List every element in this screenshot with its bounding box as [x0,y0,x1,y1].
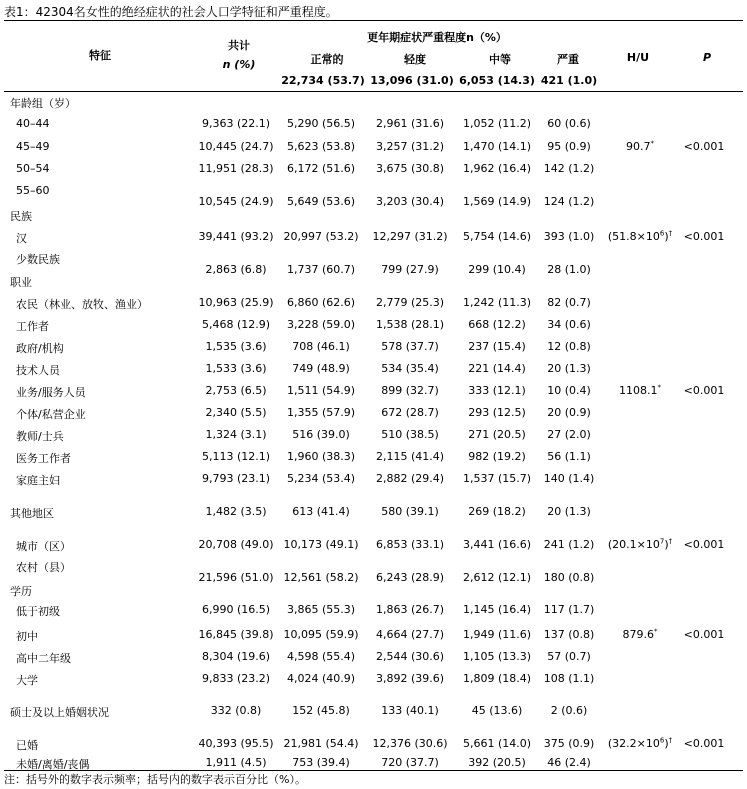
cell-severe: 27 (2.0) [547,428,591,441]
cell-moderate: 1,470 (14.1) [462,140,532,153]
cell-mild: 534 (35.4) [381,362,439,375]
cell-severe: 12 (0.8) [547,340,591,353]
cell-total: 8,304 (19.6) [201,650,271,663]
cell-normal: 749 (48.9) [292,362,350,375]
header-moderate: 中等 [489,53,511,66]
cell-severe: 46 (2.4) [547,756,591,769]
cell-total: 20,708 (49.0) [198,538,274,551]
cell-severe: 28 (1.0) [547,263,591,276]
cell-mild: 672 (28.7) [381,406,439,419]
cell-normal: 10,095 (59.9) [283,628,359,641]
cell-normal: 1,960 (38.3) [286,450,356,463]
cell-moderate: 45 (13.6) [471,704,523,717]
cell-normal: 5,649 (53.6) [286,195,356,208]
cell-normal: 753 (39.4) [292,756,350,769]
cell-normal: 5,290 (56.5) [286,117,356,130]
cell-moderate: 299 (10.4) [468,263,526,276]
row-label: 技术人员 [16,364,60,377]
cell-mild: 2,882 (29.4) [375,472,445,485]
cell-mild: 720 (37.7) [381,756,439,769]
cell-moderate: 237 (15.4) [468,340,526,353]
header-p: P [702,51,712,64]
cell-severe: 20 (0.9) [547,406,591,419]
cell-total: 9,363 (22.1) [201,117,271,130]
cell-normal: 5,234 (53.4) [286,472,356,485]
row-label: 其他地区 [10,507,54,520]
cell-mild: 12,297 (31.2) [372,230,448,243]
cell-mild: 3,257 (31.2) [375,140,445,153]
table-note: 注：括号外的数字表示频率；括号内的数字表示百分比（%）。 [4,773,306,786]
total-severe: 421 (1.0) [540,74,598,87]
group-education: 学历 [10,585,32,598]
cell-normal: 613 (41.4) [292,505,350,518]
cell-severe: 393 (1.0) [543,230,595,243]
header-rule [4,91,743,92]
cell-moderate: 1,105 (13.3) [462,650,532,663]
cell-severe: 20 (1.3) [547,362,591,375]
stat-p-ethnicity: <0.001 [683,230,725,243]
cell-severe: 241 (1.2) [543,538,595,551]
cell-mild: 3,892 (39.6) [375,672,445,685]
cell-total: 5,113 (12.1) [201,450,271,463]
cell-moderate: 5,754 (14.6) [462,230,532,243]
cell-moderate: 2,612 (12.1) [462,571,532,584]
header-total: 共计 [228,39,250,52]
cell-total: 9,793 (23.1) [201,472,271,485]
cell-severe: 142 (1.2) [543,162,595,175]
cell-severe: 34 (0.6) [547,318,591,331]
cell-mild: 12,376 (30.6) [372,737,448,750]
stat-hu-marital: $(32.2\times 10^6)^\dagger$ [607,736,673,750]
cell-total: 10,545 (24.9) [198,195,274,208]
stat-p-education: <0.001 [683,628,725,641]
stat-p-age: <0.001 [683,140,725,153]
cell-moderate: 1,949 (11.6) [462,628,532,641]
stat-hu-ethnicity: $(51.8\times 10^6)^\dagger$ [607,229,673,243]
cell-mild: 578 (37.7) [381,340,439,353]
cell-total: 1,482 (3.5) [205,505,267,518]
cell-total: 6,990 (16.5) [201,603,271,616]
cell-mild: 580 (39.1) [381,505,439,518]
row-label: 55–60 [16,184,50,197]
cell-total: 2,863 (6.8) [205,263,267,276]
stat-hu-age: 90.7* [626,139,654,153]
cell-severe: 137 (0.8) [543,628,595,641]
cell-moderate: 1,962 (16.4) [462,162,532,175]
cell-normal: 20,997 (53.2) [283,230,359,243]
cell-normal: 1,355 (57.9) [286,406,356,419]
cell-moderate: 982 (19.2) [468,450,526,463]
row-label: 教师/士兵 [16,430,64,443]
cell-total: 16,845 (39.8) [198,628,274,641]
stat-hu-occupation: 1108.1* [619,383,661,397]
row-label: 医务工作者 [16,452,71,465]
group-occupation: 职业 [10,276,32,289]
cell-normal: 708 (46.1) [292,340,350,353]
group-age: 年龄组（岁） [10,97,76,110]
cell-total: 10,445 (24.7) [198,140,274,153]
cell-total: 1,533 (3.6) [205,362,267,375]
header-total-unit: n (%) [222,58,256,71]
row-label: 高中二年级 [16,652,71,665]
row-label: 40–44 [16,117,50,130]
cell-mild: 1,863 (26.7) [375,603,445,616]
total-mild: 13,096 (31.0) [370,74,454,87]
row-label: 城市（区） [16,540,71,553]
cell-moderate: 392 (20.5) [468,756,526,769]
cell-normal: 21,981 (54.4) [283,737,359,750]
cell-normal: 3,228 (59.0) [286,318,356,331]
row-label: 个体/私营企业 [16,408,86,421]
header-hu: H/U [626,51,650,64]
cell-severe: 2 (0.6) [550,704,588,717]
cell-normal: 5,623 (53.8) [286,140,356,153]
cell-mild: 6,853 (33.1) [375,538,445,551]
cell-total: 9,833 (23.2) [201,672,271,685]
cell-total: 39,441 (93.2) [198,230,274,243]
cell-severe: 57 (0.7) [547,650,591,663]
cell-severe: 95 (0.9) [547,140,591,153]
stat-p-occupation: <0.001 [683,384,725,397]
header-severe: 严重 [557,53,579,66]
cell-mild: 6,243 (28.9) [375,571,445,584]
cell-severe: 10 (0.4) [547,384,591,397]
cell-severe: 124 (1.2) [543,195,595,208]
row-label: 低于初级 [16,605,60,618]
cell-severe: 375 (0.9) [543,737,595,750]
row-label: 未婚/离婚/丧偶 [16,758,90,771]
header-feature: 特征 [89,49,111,62]
cell-normal: 6,860 (62.6) [286,296,356,309]
cell-mild: 4,664 (27.7) [375,628,445,641]
row-label: 业务/服务人员 [16,386,86,399]
row-label: 农村（县） [16,561,71,574]
cell-mild: 799 (27.9) [381,263,439,276]
cell-severe: 60 (0.6) [547,117,591,130]
cell-total: 2,753 (6.5) [205,384,267,397]
cell-severe: 180 (0.8) [543,571,595,584]
row-label: 50–54 [16,162,50,175]
stat-hu-education: 879.6* [622,627,658,641]
cell-severe: 117 (1.7) [543,603,595,616]
total-moderate: 6,053 (14.3) [459,74,535,87]
cell-mild: 1,538 (28.1) [375,318,445,331]
cell-mild: 3,675 (30.8) [375,162,445,175]
top-rule [4,20,743,21]
cell-mild: 133 (40.1) [381,704,439,717]
cell-severe: 108 (1.1) [543,672,595,685]
cell-severe: 140 (1.4) [543,472,595,485]
cell-normal: 12,561 (58.2) [283,571,359,584]
cell-total: 1,324 (3.1) [205,428,267,441]
total-normal: 22,734 (53.7) [281,74,365,87]
row-label: 大学 [16,674,38,687]
stat-hu-region: $(20.1\times 10^7)^\dagger$ [607,537,673,551]
cell-moderate: 5,661 (14.0) [462,737,532,750]
cell-moderate: 333 (12.1) [468,384,526,397]
cell-moderate: 269 (18.2) [468,505,526,518]
cell-normal: 1,737 (60.7) [286,263,356,276]
row-label: 45–49 [16,140,50,153]
row-label: 工作者 [16,320,49,333]
cell-moderate: 3,441 (16.6) [462,538,532,551]
group-ethnicity: 民族 [10,210,32,223]
cell-mild: 899 (32.7) [381,384,439,397]
cell-normal: 4,024 (40.9) [286,672,356,685]
cell-mild: 2,961 (31.6) [375,117,445,130]
row-label: 初中 [16,630,38,643]
cell-normal: 4,598 (55.4) [286,650,356,663]
cell-total: 1,911 (4.5) [205,756,267,769]
cell-severe: 56 (1.1) [547,450,591,463]
row-label: 农民（林业、放牧、渔业） [16,298,148,311]
row-label: 汉 [16,232,27,245]
cell-mild: 2,779 (25.3) [375,296,445,309]
cell-severe: 20 (1.3) [547,505,591,518]
cell-total: 332 (0.8) [210,704,262,717]
row-label: 家庭主妇 [16,474,60,487]
cell-severe: 82 (0.7) [547,296,591,309]
cell-moderate: 1,242 (11.3) [462,296,532,309]
cell-normal: 3,865 (55.3) [286,603,356,616]
cell-normal: 1,511 (54.9) [286,384,356,397]
cell-moderate: 221 (14.4) [468,362,526,375]
cell-mild: 3,203 (30.4) [375,195,445,208]
cell-normal: 10,173 (49.1) [283,538,359,551]
cell-normal: 516 (39.0) [292,428,350,441]
row-label: 硕士及以上婚姻状况 [10,706,109,719]
header-severity-group: 更年期症状严重程度n（%） [367,31,507,44]
cell-moderate: 1,809 (18.4) [462,672,532,685]
cell-mild: 2,115 (41.4) [375,450,445,463]
table-caption: 表1：42304名女性的绝经症状的社会人口学特征和严重程度。 [4,5,338,19]
cell-total: 40,393 (95.5) [198,737,274,750]
stat-p-region: <0.001 [683,538,725,551]
cell-normal: 152 (45.8) [292,704,350,717]
cell-moderate: 1,569 (14.9) [462,195,532,208]
header-mild: 轻度 [404,53,426,66]
cell-moderate: 668 (12.2) [468,318,526,331]
cell-total: 10,963 (25.9) [198,296,274,309]
cell-total: 11,951 (28.3) [198,162,274,175]
cell-total: 1,535 (3.6) [205,340,267,353]
cell-mild: 2,544 (30.6) [375,650,445,663]
row-label: 已婚 [16,739,38,752]
cell-moderate: 293 (12.5) [468,406,526,419]
row-label: 少数民族 [16,253,60,266]
cell-total: 21,596 (51.0) [198,571,274,584]
cell-moderate: 1,537 (15.7) [462,472,532,485]
cell-mild: 510 (38.5) [381,428,439,441]
cell-normal: 6,172 (51.6) [286,162,356,175]
stat-p-marital: <0.001 [683,737,725,750]
cell-moderate: 271 (20.5) [468,428,526,441]
cell-moderate: 1,145 (16.4) [462,603,532,616]
header-normal: 正常的 [310,53,344,66]
cell-moderate: 1,052 (11.2) [462,117,532,130]
cell-total: 5,468 (12.9) [201,318,271,331]
row-label: 政府/机构 [16,342,64,355]
cell-total: 2,340 (5.5) [205,406,267,419]
